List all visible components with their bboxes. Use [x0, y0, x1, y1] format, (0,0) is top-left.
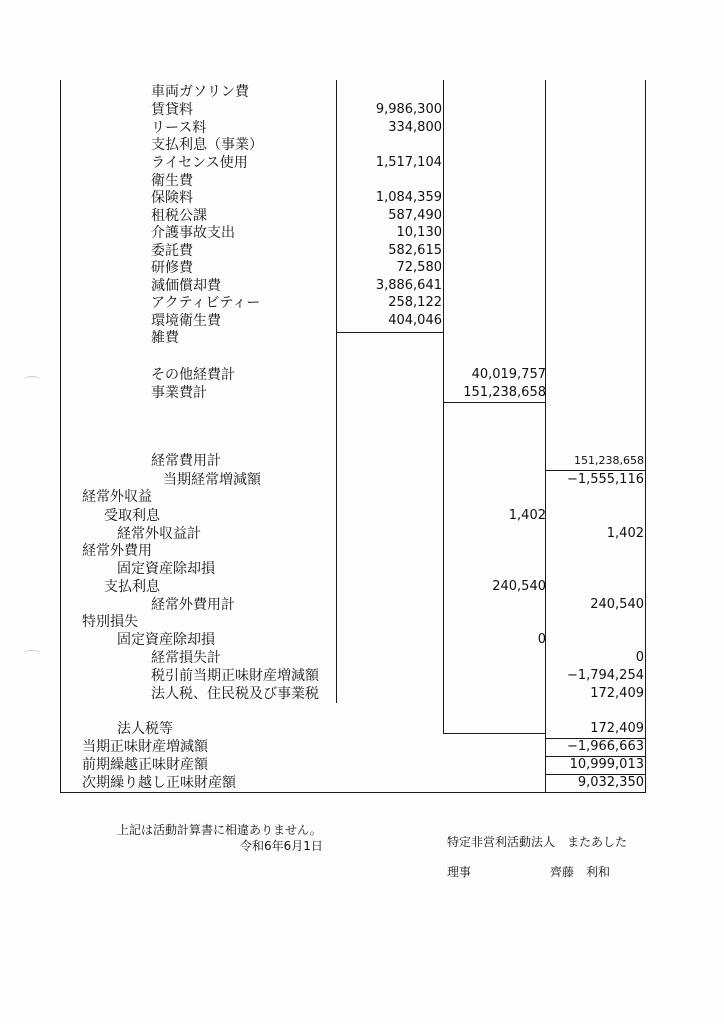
interest-expense-label: 支払利息	[104, 579, 160, 595]
beginning-net-assets-row	[0, 756, 724, 774]
nonoperating-income-heading-row	[0, 488, 724, 506]
net-assets-change-amount: −1,966,663	[566, 739, 644, 754]
ordinary-expenses-total-row	[0, 452, 724, 470]
extraordinary-loss-total-amount: 0	[635, 650, 644, 665]
expense-row	[0, 312, 724, 330]
expense-amount: 587,490	[388, 208, 442, 223]
nonoperating-expenses-total-amount: 240,540	[590, 597, 644, 612]
nonoperating-income-heading: 経常外収益	[82, 489, 152, 505]
expense-amount: 582,615	[388, 243, 442, 258]
nonoperating-expenses-heading: 経常外費用	[82, 543, 152, 559]
expense-label: 衛生費	[151, 173, 193, 189]
expense-label: ライセンス使用	[151, 155, 248, 171]
extraordinary-asset-disposal-row	[0, 631, 724, 649]
extraordinary-asset-disposal-amount: 0	[537, 632, 546, 647]
business-expenses-total-amount: 151,238,658	[463, 385, 546, 400]
other-expenses-total-label: その他経費計	[151, 367, 235, 383]
expense-row	[0, 154, 724, 172]
expense-row	[0, 277, 724, 295]
expense-amount: 10,130	[396, 225, 442, 240]
expense-row	[0, 83, 724, 101]
net-assets-change-row	[0, 738, 724, 756]
expense-row	[0, 294, 724, 312]
expense-row	[0, 207, 724, 225]
expense-label: リース料	[151, 120, 207, 136]
expense-label: 賃貸料	[151, 102, 193, 118]
extraordinary-loss-heading-row	[0, 613, 724, 631]
expense-row	[0, 189, 724, 207]
certification-date: 令和6年6月1日	[240, 839, 323, 853]
income-tax-label: 法人税、住民税及び事業税	[151, 686, 319, 702]
expense-row	[0, 259, 724, 277]
table-bottom-border	[60, 792, 646, 793]
pretax-change-amount: −1,794,254	[566, 668, 644, 683]
ordinary-change-amount: −1,555,116	[566, 472, 644, 487]
expense-amount: 3,886,641	[375, 278, 442, 293]
business-expenses-total-label: 事業費計	[151, 385, 207, 401]
nonoperating-income-total-amount: 1,402	[606, 526, 644, 541]
pretax-change-label: 税引前当期正味財産増減額	[151, 668, 319, 684]
ordinary-change-label: 当期経常増減額	[163, 472, 261, 488]
signatory-name: 齊藤 利和	[550, 865, 611, 879]
expense-label: 減価償却費	[151, 278, 221, 294]
expense-label: 環境衛生費	[151, 313, 221, 329]
expense-row	[0, 101, 724, 119]
expense-amount: 1,517,104	[375, 155, 442, 170]
expense-label: 研修費	[151, 260, 193, 276]
signatory-title: 理事	[447, 865, 472, 879]
nonoperating-income-total-label: 経常外収益計	[117, 526, 201, 542]
expense-row	[0, 224, 724, 242]
expense-label: 委託費	[151, 243, 193, 259]
corporate-tax-amount: 172,409	[590, 721, 644, 736]
expense-label: 租税公課	[151, 208, 207, 224]
expense-row	[0, 136, 724, 154]
interest-expense-amount: 240,540	[492, 579, 546, 594]
income-tax-row	[0, 685, 724, 703]
extraordinary-loss-heading: 特別損失	[82, 614, 138, 630]
business-expenses-total-row	[0, 384, 724, 402]
nonoperating-income-total-row	[0, 525, 724, 543]
asset-disposal-row	[0, 560, 724, 578]
expense-row	[0, 172, 724, 190]
expense-amount: 72,580	[396, 260, 442, 275]
ordinary-expenses-total-label: 経常費用計	[151, 453, 221, 469]
beginning-net-assets-label: 前期繰越正味財産額	[82, 757, 208, 773]
pretax-change-row	[0, 667, 724, 685]
beginning-net-assets-amount: 10,999,013	[569, 757, 644, 772]
ending-net-assets-label: 次期繰り越し正味財産額	[82, 775, 236, 791]
net-assets-change-label: 当期正味財産増減額	[82, 739, 208, 755]
expense-row	[0, 119, 724, 137]
extraordinary-loss-total-row	[0, 649, 724, 667]
corporate-tax-label: 法人税等	[117, 721, 173, 737]
extraordinary-loss-total-label: 経常損失計	[151, 650, 221, 666]
interest-income-amount: 1,402	[508, 508, 546, 523]
asset-disposal-label: 固定資産除却損	[117, 561, 215, 577]
extraordinary-asset-disposal-label: 固定資産除却損	[117, 632, 215, 648]
nonoperating-expenses-heading-row	[0, 542, 724, 560]
expense-row	[0, 242, 724, 260]
certification-statement: 上記は活動計算書に相違ありません。	[117, 823, 322, 837]
nonoperating-expenses-total-label: 経常外費用計	[151, 597, 235, 613]
expense-amount: 334,800	[388, 120, 442, 135]
other-expenses-total-amount: 40,019,757	[471, 367, 546, 382]
expense-row	[0, 329, 724, 347]
interest-income-row	[0, 507, 724, 525]
expense-label: アクティビティー	[151, 295, 261, 311]
organization-name: 特定非営利活動法人 またあした	[447, 835, 628, 849]
nonoperating-expenses-total-row	[0, 596, 724, 614]
corporate-tax-row	[0, 720, 724, 738]
expense-label: 保険料	[151, 190, 193, 206]
expense-amount: 404,046	[388, 313, 442, 328]
expense-label: 介護事故支出	[151, 225, 235, 241]
interest-income-label: 受取利息	[104, 508, 160, 524]
expense-amount: 258,122	[388, 295, 442, 310]
interest-expense-row	[0, 578, 724, 596]
expense-label: 支払利息（事業）	[151, 137, 263, 153]
ending-net-assets-row	[0, 774, 724, 792]
expense-label: 車両ガソリン費	[151, 84, 249, 100]
other-expenses-total-row	[0, 366, 724, 384]
expense-amount: 1,084,359	[375, 190, 442, 205]
ordinary-change-row	[0, 471, 724, 489]
expense-label: 雑費	[151, 330, 179, 346]
expense-amount: 9,986,300	[375, 102, 442, 117]
ordinary-expenses-total-amount: 151,238,658	[574, 454, 644, 467]
ending-net-assets-amount: 9,032,350	[577, 775, 644, 790]
income-tax-amount: 172,409	[590, 686, 644, 701]
column-rule-2	[443, 402, 546, 403]
